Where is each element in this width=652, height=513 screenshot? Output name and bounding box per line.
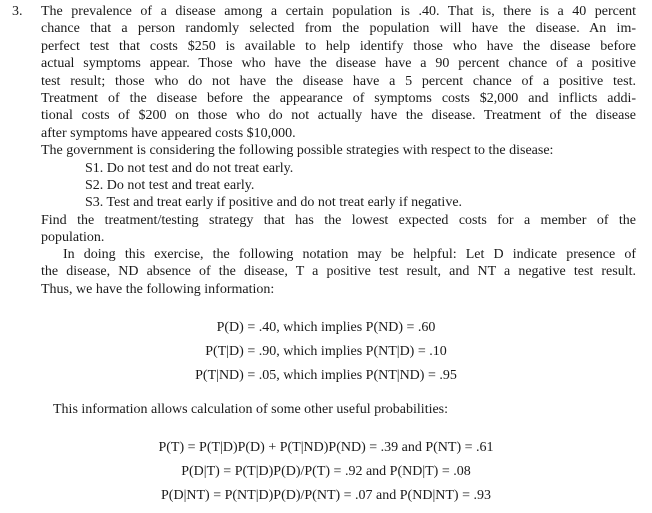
- derived-intro: This information allows calculation of some other useful probabilities:: [53, 402, 449, 417]
- statement-line: The prevalence of a disease among a certain population is .40. That is, there is a 40 percent: [41, 4, 636, 19]
- notation-line: In doing this exercise, the following notation may be helpful: Let D indicate presence of: [63, 247, 636, 262]
- statement-line: perfect test that costs $250 is available to help identify those who have the disease before: [41, 38, 636, 54]
- given-probabilities: [0, 316, 652, 388]
- task-line: Find the treatment/testing strategy that has the lowest expected costs for a member of the: [41, 212, 636, 228]
- statement-line: Treatment of the disease before the appearance of symptoms costs $2,000 and inflicts addi-: [41, 91, 636, 107]
- notation-line: Thus, we have the following information:: [41, 281, 275, 297]
- formula-line: P(D|NT) = P(NT|D)P(D)/P(NT) = .07 and P(ND|NT) = .93: [161, 488, 491, 503]
- strategy-item: S2. Do not test and treat early.: [85, 177, 255, 193]
- statement-line: chance that a person randomly selected from the population will have the disease. An im-: [41, 21, 636, 37]
- statement-line: actual symptoms appear. Those who have the disease have a 90 percent chance of a positive: [41, 56, 636, 72]
- strategies-intro: The government is considering the following possible strategies with respect to the disease:: [41, 143, 554, 158]
- derived-probabilities: [0, 436, 652, 508]
- statement-line: tional costs of $200 on those who do not actually have the disease. Treatment of the disease: [41, 108, 636, 124]
- task-statement: [41, 212, 636, 247]
- formula-line: P(T|D) = .90, which implies P(NT|D) = .10: [205, 344, 447, 359]
- notation-paragraph: [41, 246, 636, 298]
- problem-number: 3.: [12, 4, 23, 19]
- statement-line: after symptoms have appeared costs $10,000.: [41, 125, 296, 141]
- problem-statement: [41, 3, 636, 142]
- strategy-item: S1. Do not test and do not treat early.: [85, 160, 294, 176]
- task-line: population.: [41, 229, 105, 245]
- formula-line: P(D) = .40, which implies P(ND) = .60: [216, 320, 436, 335]
- statement-line: test result; those who do not have the disease have a 5 percent chance of a positive test.: [41, 73, 636, 89]
- strategy-item: S3. Test and treat early if positive and do not treat early if negative.: [85, 195, 463, 211]
- notation-line: the disease, ND absence of the disease, T a positive test result, and NT a negative test result.: [41, 264, 636, 280]
- formula-line: P(T|ND) = .05, which implies P(NT|ND) = .95: [195, 368, 457, 383]
- strategy-list: [85, 160, 462, 212]
- formula-line: P(D|T) = P(T|D)P(D)/P(T) = .92 and P(ND|T) = .08: [181, 464, 471, 479]
- formula-line: P(T) = P(T|D)P(D) + P(T|ND)P(ND) = .39 and P(NT) = .61: [158, 440, 494, 455]
